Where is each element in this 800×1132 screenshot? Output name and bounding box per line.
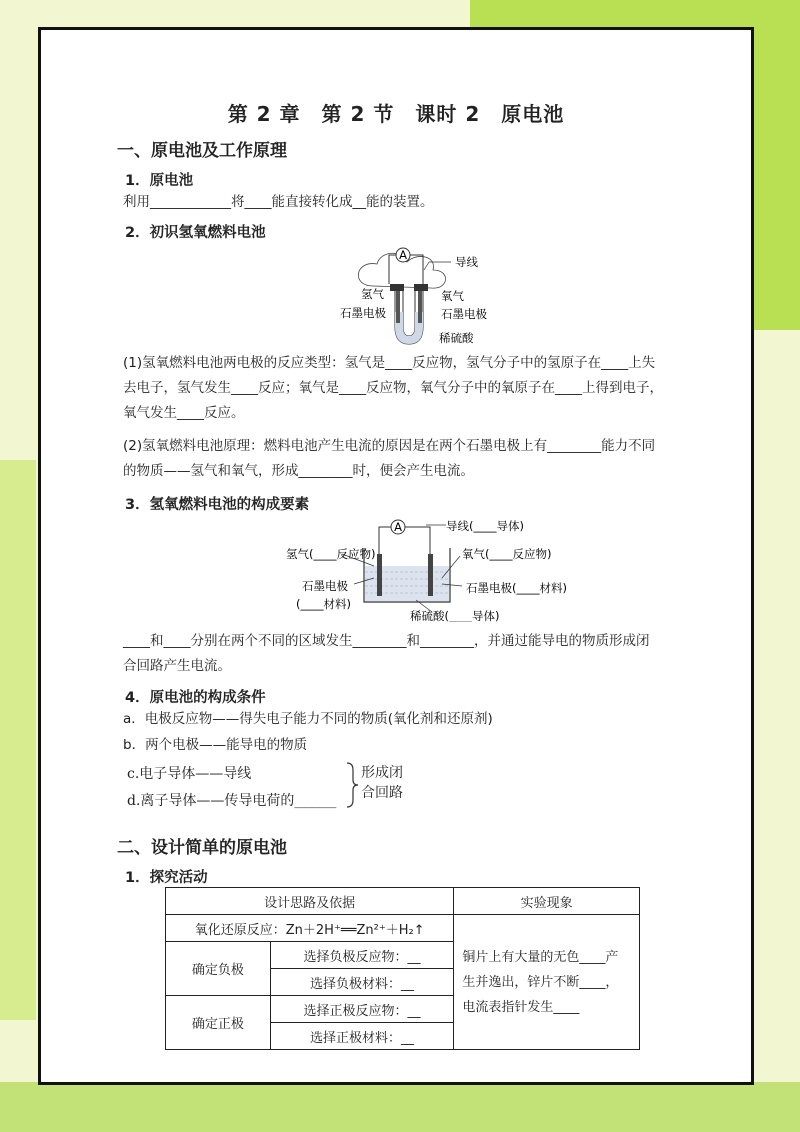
graphite-right xyxy=(418,291,422,323)
diagram2-wire-label: 导线(____导体) xyxy=(446,519,524,533)
diagram1-electrode-right-label: 石墨电极 xyxy=(441,307,487,321)
section2-sub1-heading: 1．探究活动 xyxy=(125,870,208,886)
diagram2-hydrogen-label: 氢气(____反应物) xyxy=(286,547,376,561)
sub4-item-d: d.离子导体——传导电荷的______ xyxy=(127,793,337,809)
diagram1-oxygen-label: 氧气 xyxy=(441,289,464,303)
section1-heading: 一、原电池及工作原理 xyxy=(117,141,287,161)
sub2-para1-line3: 氧气发生____反应。 xyxy=(123,405,245,421)
table-pos-material: 选择正极材料：__ xyxy=(270,1023,454,1050)
sub1-text: 利用____________将____能直接转化成__能的装置。 xyxy=(123,194,434,210)
stopper-left xyxy=(390,284,404,291)
sub4-item-a: a．电极反应物——得失电子能力不同的物质(氧化剂和还原剂) xyxy=(123,711,493,727)
table-phenomenon-cell xyxy=(454,915,640,1050)
background-strip-bottom xyxy=(0,1082,800,1132)
diagram2-ammeter-label: A xyxy=(394,520,402,534)
table-negative-label: 确定负极 xyxy=(166,942,271,996)
graphite-left xyxy=(396,291,400,323)
wire xyxy=(379,527,430,556)
sub2-para1-line2: 去电子，氢气发生____反应；氧气是____反应物，氧气分子中的氧原子在____上得到电子， xyxy=(123,380,663,396)
sub4-item-b: b．两个电极——能导电的物质 xyxy=(123,737,308,753)
table-reaction: 氧化还原反应：Zn＋2H⁺══Zn²⁺＋H₂↑ xyxy=(166,915,454,942)
brace-icon xyxy=(343,760,363,810)
stopper-right xyxy=(414,284,428,291)
diagram2-electrode-left-material: (____材料) xyxy=(296,597,351,611)
diagram1-wire-label: 导线 xyxy=(455,255,478,269)
diagram2-oxygen-label: 氧气(____反应物) xyxy=(462,547,552,561)
table-row xyxy=(166,915,640,942)
brace-text-2: 合回路 xyxy=(361,785,403,801)
diagram1-acid-label: 稀硫酸 xyxy=(439,331,474,345)
phenomenon-line-2: 生并逸出，锌片不断____， xyxy=(462,974,619,990)
brace-text-1: 形成闭 xyxy=(361,765,403,781)
wire-pointer xyxy=(424,262,451,270)
worksheet-page xyxy=(38,27,754,1085)
background-strip-left xyxy=(0,460,36,1020)
table-header-phenomenon: 实验现象 xyxy=(454,888,640,915)
beaker-cell-diagram xyxy=(246,516,586,622)
sub3-line2: 合回路产生电流。 xyxy=(123,658,231,674)
phenomenon-line-3: 电流表指针发生____ xyxy=(462,999,580,1015)
diagram2-electrode-left-label: 石墨电极 xyxy=(302,579,348,593)
table-neg-material: 选择负极材料：__ xyxy=(270,969,454,996)
sub2-heading: 2．初识氢氧燃料电池 xyxy=(125,225,266,241)
table-neg-reactant: 选择负极反应物：__ xyxy=(270,942,454,969)
table-pos-reactant: 选择正极反应物：__ xyxy=(270,996,454,1023)
sub1-heading: 1．原电池 xyxy=(125,173,194,189)
diagram2-electrode-right-label: 石墨电极(____材料) xyxy=(466,581,567,595)
diagram2-acid-label: 稀硫酸(____导体) xyxy=(410,609,500,622)
diagram1-hydrogen-label: 氢气 xyxy=(361,287,384,301)
table-row xyxy=(166,888,640,915)
sub4-heading: 4．原电池的构成条件 xyxy=(125,690,266,706)
ammeter-label: A xyxy=(399,248,407,262)
page-title: 第 2 章 第 2 节 课时 2 原电池 xyxy=(227,102,565,126)
sub2-para1-line1: (1)氢氧燃料电池两电极的反应类型：氢气是____反应物，氢气分子中的氢原子在____上失 xyxy=(123,355,656,371)
graphite-left xyxy=(377,554,382,596)
experiment-table xyxy=(165,887,640,1050)
sub3-heading: 3．氢氧燃料电池的构成要素 xyxy=(125,497,310,513)
table-positive-label: 确定正极 xyxy=(166,996,271,1050)
fuel-cell-diagram xyxy=(311,242,511,346)
sub2-para2-line1: (2)氢氧燃料电池原理：燃料电池产生电流的原因是在两个石墨电极上有________能力不同 xyxy=(123,438,656,454)
sub3-line1: ____和____分别在两个不同的区域发生________和________，并通过能导电的物质形成闭 xyxy=(123,633,650,649)
diagram1-electrode-left-label: 石墨电极 xyxy=(340,306,386,320)
graphite-right xyxy=(428,554,433,596)
sub4-item-c: c.电子导体——导线 xyxy=(127,766,252,782)
table-header-design: 设计思路及依据 xyxy=(166,888,454,915)
phenomenon-line-1: 铜片上有大量的无色____产 xyxy=(462,949,619,965)
sub2-para2-line2: 的物质——氢气和氧气，形成________时，便会产生电流。 xyxy=(123,463,474,479)
section2-heading: 二、设计简单的原电池 xyxy=(117,838,287,858)
